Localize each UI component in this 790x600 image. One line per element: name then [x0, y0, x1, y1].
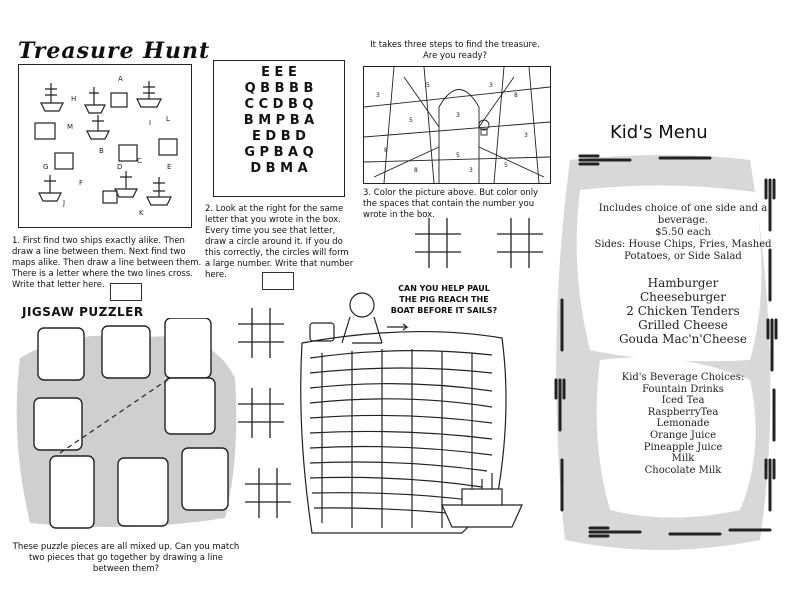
tic-tac-toe-grid [497, 218, 543, 268]
letter-grid-box [213, 60, 345, 197]
beverage-item: Chocolate Milk [644, 464, 722, 476]
treasure-letter-answer-box[interactable] [110, 283, 142, 301]
svg-text:I: I [149, 119, 152, 127]
menu-item: Hamburger [647, 276, 719, 290]
letter-row: G P B A Q [244, 145, 314, 160]
letter-row: B M P B A [243, 113, 315, 128]
tic-tac-toe-grid [238, 308, 284, 358]
letter-row: E D B D [252, 129, 306, 144]
color-puzzle-header: It takes three steps to find the treasure. Are you ready? [370, 40, 540, 61]
beverage-title: Kid's Beverage Choices: [621, 372, 745, 383]
svg-text:H: H [71, 95, 77, 103]
svg-text:K: K [139, 209, 144, 217]
color-number: 3 [469, 167, 473, 174]
letter-puzzle-instruction: 2. Look at the right for the same letter that you wrote in the box. Every time you see that letter, draw a circle around it. If you do this correctly, the circles will form a large number. Write that number here. [205, 204, 354, 280]
maze-illustration [292, 283, 552, 548]
pig-icon [350, 293, 374, 317]
color-number: 3 [524, 132, 528, 139]
beverage-item: Iced Tea [661, 395, 705, 407]
letter-row: Q B B B B [244, 81, 314, 96]
menu-background [550, 120, 790, 590]
menu-item: Gouda Mac'n'Cheese [618, 332, 748, 346]
color-number: 8 [384, 147, 388, 154]
kids-menu-title: Kid's Menu [610, 122, 708, 143]
menu-price: $5.50 each [655, 227, 711, 238]
svg-text:D: D [117, 163, 123, 171]
menu-item: 2 Chicken Tenders [626, 304, 740, 318]
treasure-hunt-instruction: 1. First find two ships exactly alike. Then draw a line between them. Next find two maps alike. Then draw a line between them. There is a letter where the two lines cross. Write that letter here. [12, 236, 202, 290]
color-by-number-box [363, 66, 551, 184]
treasure-hunt-title: Treasure Hunt [18, 38, 211, 64]
color-number: 5 [409, 117, 413, 124]
treasure-map-illustration [19, 65, 191, 227]
beverage-item: Orange Juice [649, 429, 717, 441]
jigsaw-caption: These puzzle pieces are all mixed up. Can you match two pieces that go together by drawing a line between them? [12, 542, 240, 574]
tic-tac-toe-grid [238, 388, 284, 438]
letter-row: E E E [261, 65, 297, 80]
jigsaw-puzzle-pieces [10, 318, 240, 538]
svg-text:M: M [67, 123, 74, 131]
number-answer-box[interactable] [262, 272, 294, 290]
svg-text:C: C [137, 157, 142, 165]
menu-includes: Includes choice of one side and a beverage. [598, 203, 768, 226]
color-number: 8 [514, 92, 518, 99]
color-puzzle-instruction: 3. Color the picture above. But color only the spaces that contain the number you wrote in the box. [363, 188, 539, 220]
color-number: 3 [456, 112, 460, 119]
beverage-item: Lemonade [656, 418, 710, 430]
color-number: 5 [504, 162, 508, 169]
color-number: 8 [414, 167, 418, 174]
menu-item: Grilled Cheese [638, 318, 728, 332]
jigsaw-title: JIGSAW PUZZLER [22, 305, 144, 319]
svg-text:E: E [167, 163, 172, 171]
tic-tac-toe-grid [415, 218, 461, 268]
color-number: 5 [426, 82, 430, 89]
tic-tac-toe-grid [245, 468, 291, 518]
letter-row: C C D B Q [244, 97, 314, 112]
beverage-item: Pineapple Juice [643, 441, 723, 453]
svg-text:G: G [43, 163, 49, 171]
color-number: 3 [489, 82, 493, 89]
menu-sides: Sides: House Chips, Fries, Mashed Potatoes, or Side Salad [594, 239, 772, 262]
svg-text:F: F [79, 179, 84, 187]
color-by-number-picture [364, 67, 550, 183]
color-number: 3 [376, 92, 380, 99]
beverage-item: RaspberryTea [647, 406, 719, 418]
color-number: 5 [456, 152, 460, 159]
beverage-item: Fountain Drinks [642, 383, 724, 395]
boat-icon [442, 505, 522, 527]
svg-text:J: J [63, 199, 66, 207]
letter-row: D B M A [250, 161, 308, 176]
svg-text:B: B [99, 147, 104, 155]
treasure-map-box [18, 64, 192, 228]
maze-prompt: CAN YOU HELP PAUL THE PIG REACH THE BOAT BEFORE IT SAILS? [390, 284, 498, 315]
svg-text:A: A [118, 75, 123, 83]
menu-item: Cheeseburger [639, 290, 727, 304]
svg-text:L: L [166, 115, 170, 123]
beverage-item: Milk [671, 453, 695, 465]
